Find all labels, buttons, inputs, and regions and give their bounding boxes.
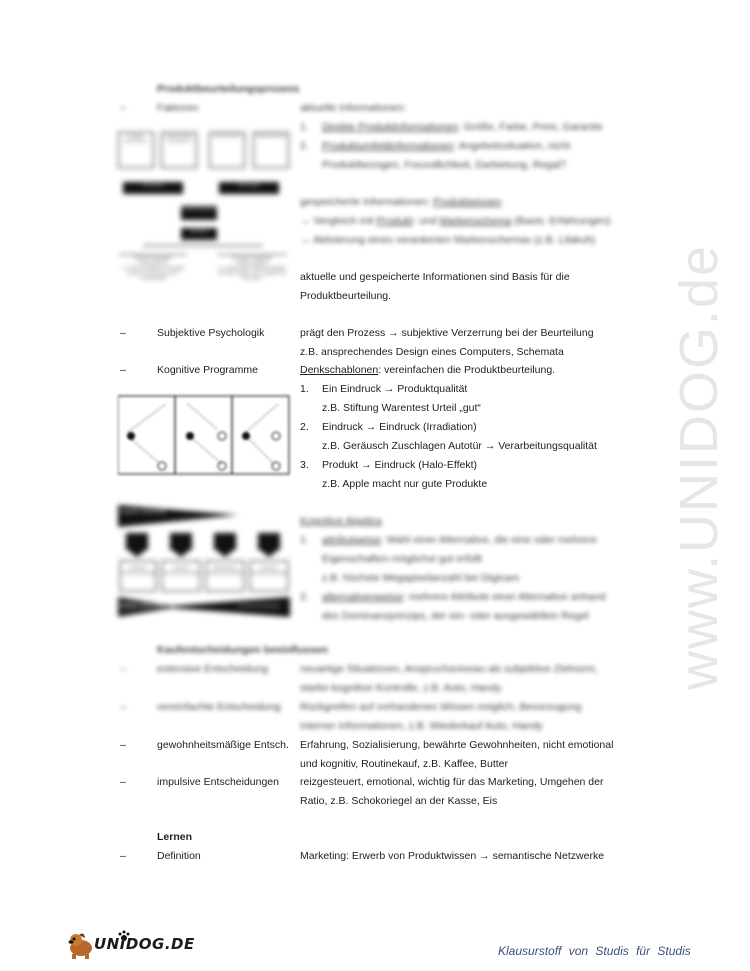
decision-types-diagram <box>118 505 290 617</box>
definition-label: Definition <box>157 850 201 862</box>
list-subtext: z.B. Apple macht nur gute Produkte <box>322 478 488 490</box>
text: gespeicherte Informationen: <box>300 196 434 208</box>
diagram-label: Emotionale Beteiligung <box>238 603 279 608</box>
diagram-col: Habitualisierte Kaufentscheidungen <box>207 565 244 575</box>
text: : vereinfachen die Produktbeurteilung. <box>378 364 556 376</box>
text: (Basis: Erfahrungen) <box>511 215 611 227</box>
diagram-line <box>143 245 263 246</box>
decision-text: starke kognitive Kontrolle, z.B. Auto, Handy <box>300 682 502 694</box>
list-item <box>322 531 597 550</box>
list-item: Produkt → Eindruck (Halo-Effekt) <box>322 459 478 471</box>
underlined-term: Produktumfeldinformationen <box>322 140 454 152</box>
dog-icon <box>66 930 96 960</box>
algebra-title <box>300 512 382 531</box>
activation-line: → Aktivierung eines verankerten Markenschemas (z.B. Lilakuh) <box>300 234 596 246</box>
decision-label: extensive Entscheidung <box>157 663 268 675</box>
decision-text: Ratio, z.B. Schokoriegel an der Kasse, Eis <box>300 795 498 807</box>
underlined-term: Produkt <box>376 215 413 227</box>
list-number: 2. <box>300 140 309 152</box>
text: kognitive Algebra <box>236 260 268 265</box>
diagram-box: Produkt-umfeld-informationen <box>161 132 197 168</box>
underlined-term: Kognitive Algebra <box>300 515 382 527</box>
diagram-bar-left: Beurteilung <box>123 182 183 194</box>
text: Denkschablonen <box>138 260 168 265</box>
decision-text: und kognitiv, Routinekauf, z.B. Kaffee, Butter <box>300 758 508 770</box>
cognitive-text <box>300 361 555 380</box>
basis-line2: Produktbeurteilung. <box>300 290 392 302</box>
text: : mehrere Attribute einer Alternative anhand <box>403 591 606 603</box>
product-evaluation-diagram <box>113 130 291 295</box>
dash: – <box>120 850 126 862</box>
diagram-col: Limitierte Kaufentscheidungen <box>163 565 200 575</box>
underlined-term: Markenschema <box>439 215 512 227</box>
section2-heading: Kaufentscheidungen beeinflussen <box>157 644 328 656</box>
watermark: www.UNIDOG.de <box>669 243 729 690</box>
diagram-center-box: Handlung <box>181 228 217 240</box>
dash: – <box>120 102 126 114</box>
basis-line1: aktuelle und gespeicherte Informationen sind Basis für die <box>300 271 570 283</box>
list-number: 2. <box>300 421 309 433</box>
dash: – <box>120 364 126 376</box>
diagram-col: Impulsive Kaufentscheidungen <box>251 565 288 575</box>
list-subtext: z.B. Stiftung Warentest Urteil „gut“ <box>322 402 481 414</box>
decision-label: vereinfachte Entscheidung <box>157 701 281 713</box>
factors-text: aktuelle Informationen: <box>300 102 407 114</box>
list-item <box>322 588 606 607</box>
diagram-bar-right: Erfahrungen <box>219 182 279 194</box>
underlined-term: Produktwissen <box>433 196 502 208</box>
list-text: : Größe, Farbe, Preis, Garantie <box>457 121 603 133</box>
list-number: 3. <box>300 459 309 471</box>
underlined-term: attributweise <box>322 534 381 546</box>
diagram-label: Reaktive Steuerung <box>120 603 164 609</box>
section1-heading: Produktbeurteilungsprozess <box>157 83 300 95</box>
subjective-label: Subjektive Psychologik <box>157 327 265 339</box>
text: z. B. Preis als Indikator der Qualität; Marken als Hinweis für hohe Produktqualität <box>121 265 185 280</box>
decision-text: Erfahrung, Sozialisierung, bewährte Gewohnheiten, nicht emotional <box>300 739 614 751</box>
halo-diagram-svg <box>118 390 290 478</box>
diagram-bottom-right <box>217 254 287 295</box>
factors-label: Faktoren <box>157 102 199 114</box>
underlined-term: Denkschablonen <box>300 364 379 376</box>
unidog-logo[interactable] <box>66 930 195 962</box>
list-number: 1. <box>300 383 309 395</box>
diagram-col: Extensive Kaufentscheidungen <box>121 565 158 575</box>
decision-label: gewohnheitsmäßige Entsch. <box>157 739 289 751</box>
list-number: 2. <box>300 591 309 603</box>
diagram-box: Produkt-informationen <box>118 132 154 168</box>
list-text: Produktbezogen, Freundlichkeit, Darbietung, Regal? <box>322 159 566 171</box>
list-number: 1. <box>300 534 309 546</box>
text: Komplexe Prog/stabile <box>231 255 273 260</box>
stored-info <box>300 193 501 212</box>
decision-text: interner Informationen, z.B. Wiederkauf Auto, Handy <box>300 720 543 732</box>
diagram-box: Produkt-wissen <box>209 132 245 168</box>
halo-effect-diagram <box>118 390 290 478</box>
list-text: z.B. höchste Megapixelanzahl bei Digicam <box>322 572 520 584</box>
text: : Wahl einer Alternative, die eine oder mehrere <box>380 534 598 546</box>
list-item: Eindruck → Eindruck (Irradiation) <box>322 421 477 433</box>
section3-heading: Lernen <box>157 831 193 843</box>
diagram-center-box: Produkt-beurteilung <box>181 206 217 220</box>
list-item <box>322 118 603 137</box>
text: - und <box>412 215 440 227</box>
diagram-label: Kognitive Steuerung <box>120 509 166 515</box>
compare-line <box>300 212 611 231</box>
decision-label: impulsive Entscheidungen <box>157 776 279 788</box>
dash: – <box>120 327 126 339</box>
text: z. B. Käufer bildet zunächst Rangfolge der Eigenschaften, dann Vergleich der Alternativen <box>217 265 287 280</box>
logo-text: UNIDOG.DE <box>94 935 195 953</box>
diagram-bottom-left <box>119 254 187 295</box>
text: → Vergleich mit <box>300 215 377 227</box>
subjective-text: prägt den Prozess → subjektive Verzerrung bei der Beurteilung <box>300 327 594 339</box>
footer-tagline: Klausurstoff von Studis für Studis <box>498 944 691 958</box>
underlined-term: Direkte Produktinformationen <box>322 121 458 133</box>
definition-text: Marketing: Erwerb von Produktwissen → semantische Netzwerke <box>300 850 605 862</box>
list-text: des Dominanzprinzips, der ein- oder ausgewählten Regel <box>322 610 589 622</box>
list-item: Ein Eindruck → Produktqualität <box>322 383 468 395</box>
list-text: Eigenschaften möglichst gut erfüllt <box>322 553 482 565</box>
list-subtext: z.B. Geräusch Zuschlagen Autotür → Verarbeitungsqualität <box>322 440 597 452</box>
dash: – <box>120 739 126 751</box>
list-number: 1. <box>300 121 309 133</box>
decision-diagram-svg <box>118 505 290 617</box>
subjective-text: z.B. ansprechendes Design eines Computers, Schemata <box>300 346 564 358</box>
diagram-box: Markenschemas <box>253 132 289 168</box>
dash: – <box>120 701 126 713</box>
list-text: : Angebotssituation, nicht <box>453 140 571 152</box>
dash: – <box>120 776 126 788</box>
dash: – <box>120 663 126 675</box>
decision-text: Rückgreifen auf vorhandenes Wissen möglich, Bevorzugung <box>300 701 582 713</box>
list-item <box>322 137 570 156</box>
decision-text: neuartige Situationen, Anspruchsniveau als subjektive Zielnorm, <box>300 663 598 675</box>
underlined-term: alternativenweise <box>322 591 404 603</box>
text: Einfache Prog/stabile <box>134 255 172 260</box>
cognitive-label: Kognitive Programme <box>157 364 258 376</box>
decision-text: reizgesteuert, emotional, wichtig für das Marketing, Umgehen der <box>300 776 604 788</box>
